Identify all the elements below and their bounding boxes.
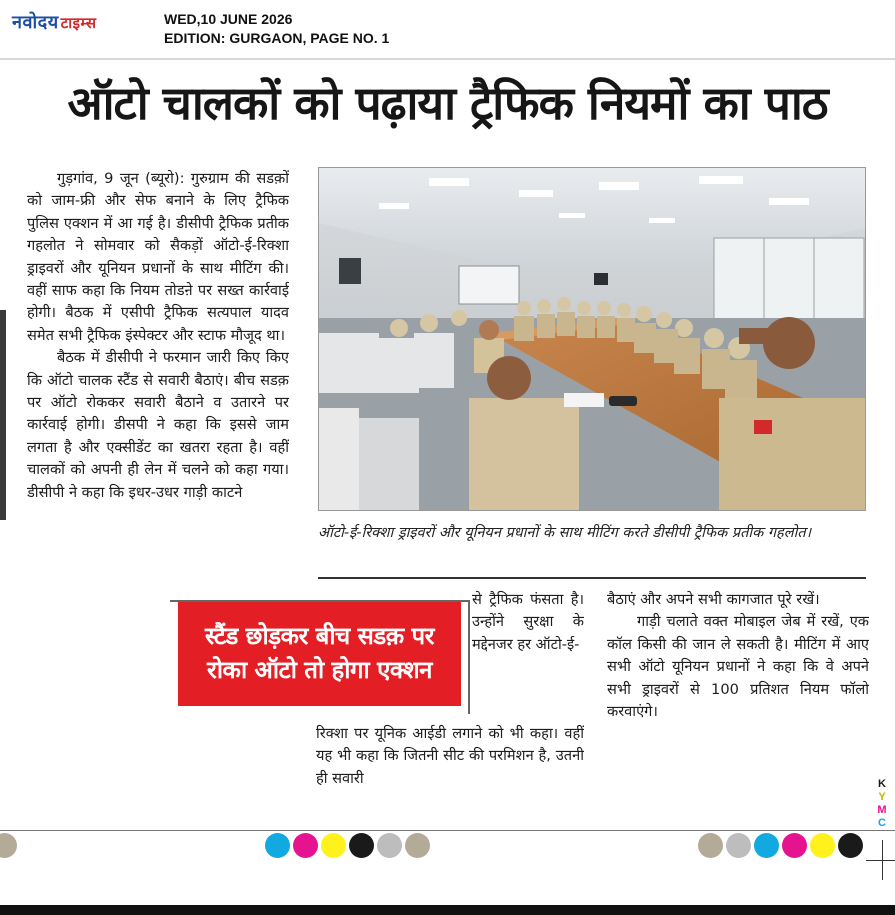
header-divider	[0, 58, 895, 60]
light-gray-swatch	[726, 833, 751, 858]
scan-edge-mark	[0, 310, 6, 520]
cmyk-letter-m: M	[877, 804, 887, 816]
logo-main: नवोदय	[12, 12, 59, 33]
warm-gray-swatch	[698, 833, 723, 858]
meeting-photo	[318, 167, 866, 511]
caption-divider	[318, 577, 866, 579]
black-swatch	[349, 833, 374, 858]
cyan-swatch	[265, 833, 290, 858]
article-column-3	[607, 589, 869, 814]
black-swatch	[838, 833, 863, 858]
pull-quote-line-2: रोका ऑटो तो होगा एक्शन	[207, 656, 432, 684]
color-bar-center	[265, 833, 430, 859]
color-bar-left	[0, 833, 17, 859]
light-gray-swatch	[377, 833, 402, 858]
article-column-2-bottom: रिक्शा पर यूनिक आईडी लगाने को भी कहा। वहीं यह भी कहा कि जितनी सीट की परमिशन है, उतनी ही सवारी	[316, 725, 584, 787]
cmyk-letter-y: Y	[878, 791, 886, 803]
cmyk-letter-c: C	[878, 817, 886, 829]
logo-sub: टाइम्स	[60, 14, 97, 32]
paragraph-1: गुड़गांव, 9 जून (ब्यूरो): गुरुग्राम की सडक़ों को जाम-फ्री और सेफ बनाने के लिए ट्रैफिक पुलिस एक्शन में आ गई है। डीसीपी ट्रैफिक प्रतीक गहलोत ने सोमवार को सैकड़ों ऑटो-ई-रिक्शा ड्राइवरों और यूनियन प्रधानों के साथ मीटिंग की। वहीं साफ कहा कि नियम तोडऩे पर सख्त कार्रवाई होगी। बैठक में एसीपी ट्रैफिक सत्यपाल यादव समेत सभी ट्रैफिक इंस्पेक्टर और स्टाफ मौजूद था।	[27, 170, 289, 344]
page-footer-bar	[0, 905, 895, 915]
date-line: WED,10 JUNE 2026	[164, 11, 293, 27]
newspaper-logo	[12, 10, 97, 34]
gray-swatch	[0, 833, 17, 858]
registration-cross-horizontal	[866, 860, 895, 861]
magenta-swatch	[293, 833, 318, 858]
cmyk-register-mark	[873, 778, 891, 830]
cyan-swatch	[754, 833, 779, 858]
column-3-paragraph-1: बैठाएं और अपने सभी कागजात पूरे रखें।	[607, 591, 820, 608]
edition-line: EDITION: GURGAON, PAGE NO. 1	[164, 30, 390, 46]
magenta-swatch	[782, 833, 807, 858]
yellow-swatch	[810, 833, 835, 858]
photo-caption: ऑटो-ई-रिक्शा ड्राइवरों और यूनियन प्रधानों के साथ मीटिंग करते डीसीपी ट्रैफिक प्रतीक गहलोत।	[318, 525, 812, 541]
color-bar-right	[698, 833, 863, 859]
bottom-divider	[0, 830, 895, 831]
column-3-paragraph-2: गाड़ी चलाते वक्त मोबाइल जेब में रखें, एक कॉल किसी की जान ले सकती है। मीटिंग में आए सभी ऑटो यूनियन प्रधानों ने कहा कि वे अपने सभी ड्राइवरों से 100 प्रतिशत नियम फॉलो करवाएंगे।	[607, 613, 869, 721]
pull-quote	[178, 602, 461, 706]
warm-gray-swatch	[405, 833, 430, 858]
pull-quote-line-1: स्टैंड छोड़कर बीच सडक़ पर	[205, 622, 434, 650]
cmyk-letter-k: K	[878, 778, 886, 790]
article-column-2-top: से ट्रैफिक फंसता है। उन्होंने सुरक्षा के मद्देनजर हर ऑटो-ई-	[472, 591, 584, 653]
yellow-swatch	[321, 833, 346, 858]
paragraph-2: बैठक में डीसीपी ने फरमान जारी किए किए कि ऑटो चालक स्टैंड से सवारी बैठाएं। बीच सडक़ पर ऑटो रोककर सवारी बैठाने व उतारने पर कार्रवाई होगी। डीसपी ने कहा कि इससे जाम लगता है और एक्सीडेंट का खतरा रहता है। वहीं चालकों को अपनी ही लेन में चलने को कहा गया। डीसीपी ने कहा कि इधर-उधर गाड़ी काटने	[27, 349, 289, 501]
article-headline: ऑटो चालकों को पढ़ाया ट्रैफिक नियमों का पाठ	[67, 76, 828, 130]
edition-info	[164, 10, 389, 48]
masthead	[0, 0, 895, 58]
